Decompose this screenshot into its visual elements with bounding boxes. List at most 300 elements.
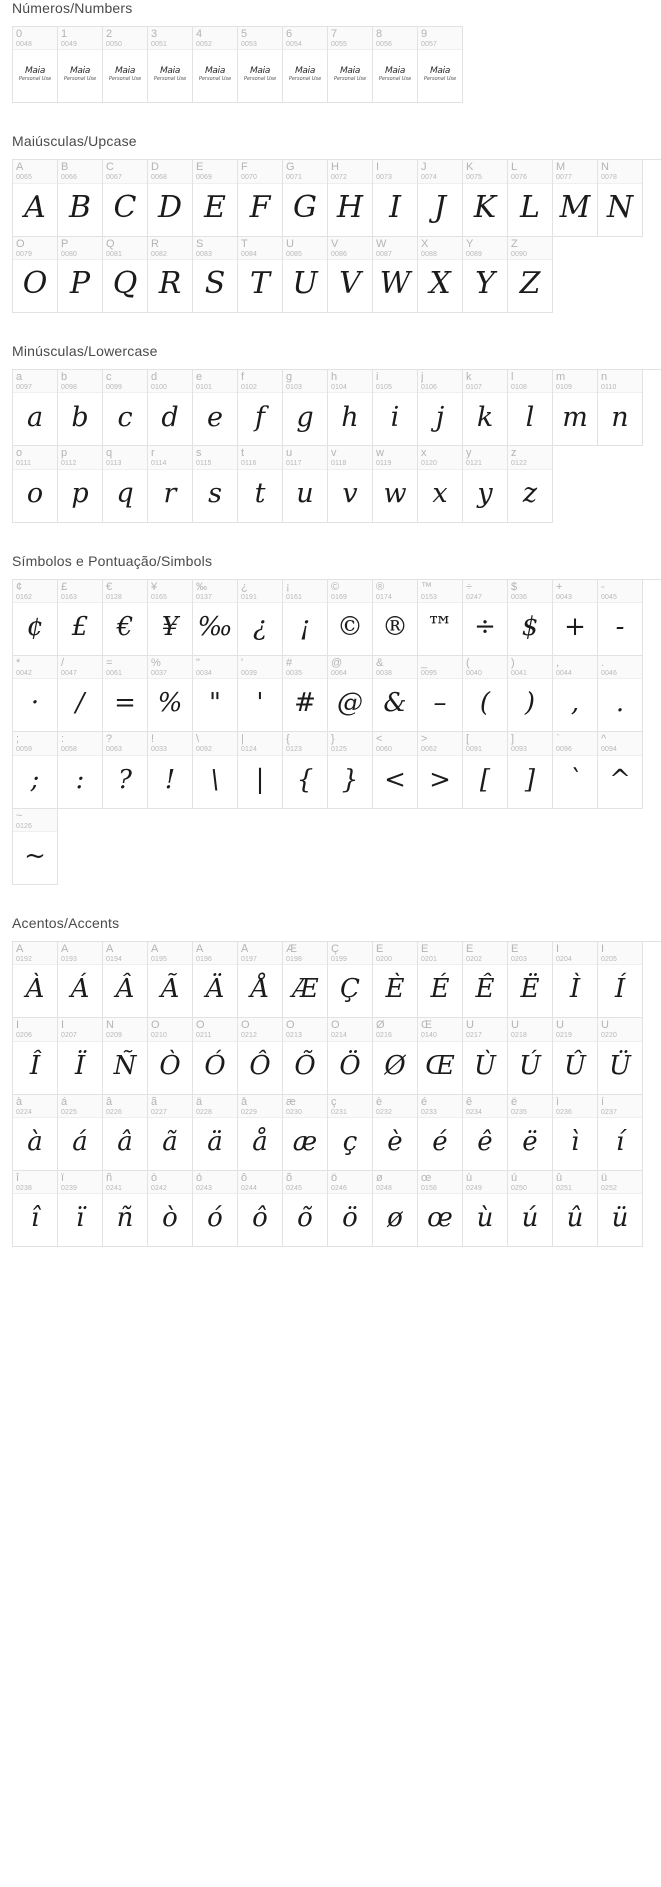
glyph-code-label: 0112 <box>61 460 77 468</box>
glyph-meta <box>13 237 57 260</box>
glyph-meta <box>238 732 282 755</box>
glyph-cell[interactable] <box>463 942 508 1018</box>
glyph-logo-line1: Maia <box>204 65 226 76</box>
glyph-meta <box>103 446 147 469</box>
glyph-cell[interactable] <box>508 656 553 732</box>
glyph-code-label: 0108 <box>511 384 527 392</box>
glyph-meta <box>463 942 507 965</box>
glyph-cell[interactable] <box>598 1018 643 1094</box>
glyph-preview: ì <box>570 1127 580 1158</box>
glyph-preview: m <box>562 401 588 433</box>
glyph-cell[interactable] <box>553 580 598 656</box>
glyph-character-label: à <box>16 1096 23 1108</box>
glyph-meta <box>238 160 282 183</box>
glyph-code-label: 0140 <box>421 1032 437 1040</box>
glyph-code-label: 0068 <box>151 174 167 182</box>
glyph-meta <box>463 370 507 393</box>
glyph-character-label: f <box>241 372 245 384</box>
glyph-cell[interactable] <box>508 446 553 522</box>
glyph-cell[interactable] <box>148 1018 193 1094</box>
glyph-cell[interactable] <box>238 160 283 236</box>
glyph-preview: d <box>161 401 179 433</box>
glyph-cell[interactable] <box>463 1095 508 1171</box>
glyph-preview: ` <box>568 764 582 795</box>
glyph-cell[interactable] <box>193 580 238 656</box>
glyph-cell[interactable] <box>58 446 103 522</box>
glyph-cell[interactable] <box>283 1171 328 1247</box>
glyph-code-label: 0199 <box>331 956 347 964</box>
glyph-cell[interactable] <box>418 1171 463 1247</box>
glyph-cell[interactable] <box>283 1095 328 1171</box>
glyph-preview <box>328 50 372 102</box>
glyph-meta <box>463 446 507 469</box>
glyph-cell[interactable] <box>283 27 328 103</box>
glyph-preview: Ú <box>519 1050 541 1081</box>
glyph-code-label: 0235 <box>511 1108 527 1116</box>
glyph-logo-line1: Maia <box>339 65 361 76</box>
glyph-cell[interactable] <box>103 732 148 808</box>
glyph-code-label: 0197 <box>241 956 257 964</box>
glyph-meta <box>553 732 597 755</box>
glyph-preview: " <box>209 688 221 719</box>
glyph-preview: T <box>249 266 270 302</box>
glyph-preview: G <box>293 189 317 225</box>
glyph-cell[interactable] <box>13 942 58 1018</box>
glyph-cell[interactable] <box>373 1095 418 1171</box>
glyph-code-label: 0049 <box>61 41 77 48</box>
glyph-code-label: 0229 <box>241 1108 257 1116</box>
glyph-code-label: 0102 <box>241 384 257 392</box>
glyph-cell[interactable] <box>13 160 58 236</box>
glyph-cell[interactable] <box>418 160 463 236</box>
glyph-preview: K <box>473 189 497 225</box>
glyph-preview: b <box>71 401 89 433</box>
glyph-character-label: 7 <box>331 29 338 40</box>
glyph-cell[interactable] <box>238 942 283 1018</box>
glyph-cell[interactable] <box>328 446 373 522</box>
glyph-cell[interactable] <box>283 942 328 1018</box>
glyph-cell[interactable] <box>328 656 373 732</box>
glyph-cell[interactable] <box>418 942 463 1018</box>
glyph-code-label: 0115 <box>196 460 212 468</box>
glyph-cell[interactable] <box>553 656 598 732</box>
glyph-character-label: - <box>601 581 605 593</box>
glyph-cell[interactable] <box>553 1095 598 1171</box>
glyph-grid <box>12 579 661 885</box>
glyph-cell[interactable] <box>463 446 508 522</box>
glyph-cell[interactable] <box>463 580 508 656</box>
glyph-cell[interactable] <box>373 580 418 656</box>
glyph-preview: à <box>27 1127 43 1158</box>
glyph-code-label: 0217 <box>466 1032 482 1040</box>
glyph-character-label: Ï <box>61 1020 65 1032</box>
glyph-cell[interactable] <box>148 446 193 522</box>
glyph-meta <box>13 1095 57 1118</box>
glyph-preview: l <box>525 401 535 433</box>
glyph-cell[interactable] <box>373 656 418 732</box>
glyph-cell[interactable] <box>283 160 328 236</box>
glyph-code-label: 0093 <box>511 746 527 754</box>
glyph-code-label: 0250 <box>511 1185 527 1193</box>
glyph-cell[interactable] <box>13 1095 58 1171</box>
glyph-code-label: 0104 <box>331 384 347 392</box>
glyph-cell[interactable] <box>463 1018 508 1094</box>
glyph-cell[interactable] <box>373 160 418 236</box>
glyph-cell[interactable] <box>238 1095 283 1171</box>
glyph-preview: Ó <box>204 1050 226 1081</box>
glyph-cell[interactable] <box>13 370 58 446</box>
glyph-cell[interactable] <box>13 732 58 808</box>
glyph-code-label: 0123 <box>286 746 302 754</box>
glyph-cell[interactable] <box>238 732 283 808</box>
glyph-preview: U <box>292 266 318 302</box>
glyph-cell[interactable] <box>58 1171 103 1247</box>
glyph-cell[interactable] <box>373 237 418 313</box>
glyph-preview: Y <box>475 266 495 302</box>
glyph-cell[interactable] <box>328 160 373 236</box>
glyph-code-label: 0090 <box>511 250 527 258</box>
glyph-preview: E <box>204 189 226 225</box>
glyph-character-label: M <box>556 162 566 174</box>
glyph-cell[interactable] <box>508 942 553 1018</box>
glyph-cell[interactable] <box>58 370 103 446</box>
glyph-code-label: 0248 <box>376 1185 392 1193</box>
glyph-meta <box>58 1095 102 1118</box>
glyph-meta <box>193 942 237 965</box>
glyph-cell[interactable] <box>598 732 643 808</box>
glyph-code-label: 0042 <box>16 670 32 678</box>
glyph-cell[interactable] <box>58 1095 103 1171</box>
glyph-code-label: 0064 <box>331 670 347 678</box>
glyph-cell[interactable] <box>328 580 373 656</box>
glyph-cell[interactable] <box>553 1171 598 1247</box>
glyph-cell[interactable] <box>418 580 463 656</box>
glyph-preview: e <box>207 401 223 433</box>
glyph-cell[interactable] <box>283 732 328 808</box>
glyph-cell[interactable] <box>58 160 103 236</box>
glyph-cell[interactable] <box>103 942 148 1018</box>
glyph-preview: Û <box>564 1050 586 1081</box>
glyph-preview: ‰ <box>197 612 233 643</box>
glyph-cell[interactable] <box>373 1171 418 1247</box>
glyph-cell[interactable] <box>148 732 193 808</box>
glyph-cell[interactable] <box>598 1095 643 1171</box>
glyph-cell[interactable] <box>553 942 598 1018</box>
glyph-cell[interactable] <box>148 27 193 103</box>
glyph-cell[interactable] <box>103 160 148 236</box>
glyph-preview: w <box>383 478 407 510</box>
glyph-code-label: 0047 <box>61 670 77 678</box>
glyph-cell[interactable] <box>13 237 58 313</box>
glyph-meta <box>148 732 192 755</box>
glyph-cell[interactable] <box>193 160 238 236</box>
glyph-preview: / <box>75 688 85 719</box>
glyph-cell[interactable] <box>418 446 463 522</box>
glyph-character-label: Û <box>556 1020 564 1032</box>
glyph-code-label: 0226 <box>106 1108 122 1116</box>
glyph-preview: ® <box>382 612 408 643</box>
glyph-cell[interactable] <box>283 237 328 313</box>
glyph-cell[interactable] <box>103 1095 148 1171</box>
glyph-cell[interactable] <box>283 370 328 446</box>
glyph-cell[interactable] <box>58 656 103 732</box>
glyph-cell[interactable] <box>508 732 553 808</box>
glyph-character-label: Í <box>601 944 605 956</box>
glyph-cell[interactable] <box>508 1018 553 1094</box>
glyph-preview <box>373 50 417 102</box>
glyph-meta <box>373 27 417 50</box>
glyph-cell[interactable] <box>58 942 103 1018</box>
glyph-cell[interactable] <box>598 942 643 1018</box>
glyph-cell[interactable] <box>58 1018 103 1094</box>
glyph-cell[interactable] <box>238 580 283 656</box>
glyph-cell[interactable] <box>103 237 148 313</box>
glyph-code-label: 0095 <box>421 670 437 678</box>
glyph-cell[interactable] <box>598 160 643 236</box>
glyph-meta <box>508 1171 552 1194</box>
glyph-cell[interactable] <box>103 446 148 522</box>
glyph-cell[interactable] <box>283 580 328 656</box>
glyph-cell[interactable] <box>58 580 103 656</box>
glyph-cell[interactable] <box>148 160 193 236</box>
glyph-code-label: 0087 <box>376 250 392 258</box>
glyph-preview: , <box>570 688 580 719</box>
glyph-cell[interactable] <box>238 370 283 446</box>
glyph-character-label: Ö <box>331 1020 340 1032</box>
glyph-character-label: œ <box>421 1173 432 1185</box>
glyph-cell[interactable] <box>328 1095 373 1171</box>
glyph-preview: ú <box>521 1203 539 1234</box>
glyph-character-label: ç <box>331 1096 337 1108</box>
glyph-cell[interactable] <box>238 1171 283 1247</box>
glyph-meta <box>553 160 597 183</box>
glyph-code-label: 0077 <box>556 174 572 182</box>
glyph-cell[interactable] <box>238 446 283 522</box>
glyph-cell[interactable] <box>238 656 283 732</box>
glyph-cell[interactable] <box>13 27 58 103</box>
glyph-preview: - <box>615 612 625 643</box>
glyph-cell[interactable] <box>193 656 238 732</box>
glyph-cell[interactable] <box>508 1171 553 1247</box>
glyph-code-label: 0198 <box>286 956 302 964</box>
glyph-cell[interactable] <box>328 1171 373 1247</box>
glyph-cell[interactable] <box>598 656 643 732</box>
glyph-code-label: 0035 <box>286 670 302 678</box>
glyph-meta <box>238 27 282 50</box>
glyph-cell[interactable] <box>328 1018 373 1094</box>
glyph-cell[interactable] <box>598 1171 643 1247</box>
glyph-meta <box>13 446 57 469</box>
glyph-character-label: 0 <box>16 29 23 40</box>
glyph-preview: y <box>477 478 493 510</box>
glyph-cell[interactable] <box>553 160 598 236</box>
glyph-meta <box>103 370 147 393</box>
glyph-meta <box>463 237 507 260</box>
glyph-cell[interactable] <box>463 656 508 732</box>
glyph-cell[interactable] <box>508 160 553 236</box>
glyph-character-label: s <box>196 448 202 460</box>
glyph-code-label: 0212 <box>241 1032 257 1040</box>
glyph-logo-line2: Personal Use <box>288 75 322 82</box>
glyph-cell[interactable] <box>328 942 373 1018</box>
glyph-cell[interactable] <box>103 1171 148 1247</box>
glyph-cell[interactable] <box>463 160 508 236</box>
glyph-cell[interactable] <box>418 1018 463 1094</box>
glyph-character-label: Ó <box>196 1020 205 1032</box>
glyph-code-label: 0098 <box>61 384 77 392</box>
glyph-cell[interactable] <box>103 580 148 656</box>
glyph-meta <box>193 1095 237 1118</box>
glyph-cell[interactable] <box>328 732 373 808</box>
glyph-preview: Ã <box>160 974 180 1005</box>
glyph-cell[interactable] <box>13 1018 58 1094</box>
glyph-cell[interactable] <box>373 942 418 1018</box>
glyph-cell[interactable] <box>553 732 598 808</box>
glyph-character-label: q <box>106 448 113 460</box>
glyph-cell[interactable] <box>13 580 58 656</box>
glyph-cell[interactable] <box>283 1018 328 1094</box>
glyph-cell[interactable] <box>463 1171 508 1247</box>
glyph-meta <box>13 1171 57 1194</box>
glyph-cell[interactable] <box>508 370 553 446</box>
glyph-cell[interactable] <box>13 809 58 885</box>
glyph-cell[interactable] <box>193 27 238 103</box>
glyph-code-label: 0039 <box>241 670 257 678</box>
glyph-cell[interactable] <box>328 27 373 103</box>
glyph-code-label: 0125 <box>331 746 347 754</box>
glyph-preview: u <box>296 478 314 510</box>
glyph-cell[interactable] <box>13 1171 58 1247</box>
glyph-cell[interactable] <box>283 446 328 522</box>
glyph-cell[interactable] <box>193 370 238 446</box>
glyph-cell[interactable] <box>13 656 58 732</box>
glyph-meta <box>238 942 282 965</box>
glyph-code-label: 0088 <box>421 250 437 258</box>
glyph-code-label: 0057 <box>421 41 437 48</box>
glyph-cell[interactable] <box>373 27 418 103</box>
glyph-cell[interactable] <box>373 370 418 446</box>
glyph-cell[interactable] <box>598 370 643 446</box>
glyph-meta <box>148 942 192 965</box>
glyph-meta <box>148 1018 192 1041</box>
glyph-preview: % <box>157 688 183 719</box>
glyph-cell[interactable] <box>418 656 463 732</box>
glyph-cell[interactable] <box>463 370 508 446</box>
glyph-cell[interactable] <box>193 732 238 808</box>
glyph-code-label: 0120 <box>421 460 437 468</box>
glyph-cell[interactable] <box>238 27 283 103</box>
glyph-cell[interactable] <box>553 1018 598 1094</box>
glyph-cell[interactable] <box>328 237 373 313</box>
glyph-meta <box>103 942 147 965</box>
glyph-cell[interactable] <box>103 1018 148 1094</box>
glyph-preview: È <box>385 974 405 1005</box>
glyph-cell[interactable] <box>373 446 418 522</box>
glyph-code-label: 0128 <box>106 593 122 601</box>
glyph-preview: æ <box>292 1127 318 1158</box>
glyph-code-label: 0083 <box>196 250 212 258</box>
glyph-cell[interactable] <box>103 370 148 446</box>
glyph-code-label: 0063 <box>106 746 122 754</box>
glyph-cell[interactable] <box>418 27 463 103</box>
glyph-cell[interactable] <box>373 732 418 808</box>
glyph-cell[interactable] <box>193 446 238 522</box>
glyph-logo-line1: Maia <box>249 65 271 76</box>
glyph-preview: Ø <box>384 1050 406 1081</box>
glyph-cell[interactable] <box>418 1095 463 1171</box>
glyph-cell[interactable] <box>13 446 58 522</box>
glyph-meta <box>283 1018 327 1041</box>
glyph-cell[interactable] <box>148 1171 193 1247</box>
glyph-preview <box>103 50 147 102</box>
glyph-character-label: ) <box>511 658 515 670</box>
glyph-cell[interactable] <box>463 237 508 313</box>
glyph-cell[interactable] <box>58 27 103 103</box>
glyph-cell[interactable] <box>373 1018 418 1094</box>
glyph-character-label: " <box>196 658 200 670</box>
glyph-character-label: í <box>601 1096 605 1108</box>
glyph-cell[interactable] <box>418 237 463 313</box>
glyph-cell[interactable] <box>418 370 463 446</box>
glyph-code-label: 0076 <box>511 174 527 182</box>
glyph-cell[interactable] <box>193 1171 238 1247</box>
glyph-cell[interactable] <box>283 656 328 732</box>
glyph-cell[interactable] <box>193 1095 238 1171</box>
glyph-cell[interactable] <box>148 237 193 313</box>
glyph-cell[interactable] <box>148 1095 193 1171</box>
glyph-cell[interactable] <box>238 1018 283 1094</box>
glyph-cell[interactable] <box>418 732 463 808</box>
glyph-cell[interactable] <box>148 656 193 732</box>
glyph-cell[interactable] <box>148 942 193 1018</box>
glyph-cell[interactable] <box>553 370 598 446</box>
glyph-cell[interactable] <box>508 580 553 656</box>
glyph-character-label: t <box>241 448 245 460</box>
glyph-cell[interactable] <box>238 237 283 313</box>
glyph-cell[interactable] <box>148 580 193 656</box>
glyph-character-label: O <box>16 238 25 250</box>
glyph-preview: ^ <box>609 764 631 795</box>
section-title: Minúsculas/Lowercase <box>12 343 158 360</box>
glyph-character-label: ® <box>376 581 385 593</box>
glyph-cell[interactable] <box>103 27 148 103</box>
glyph-cell[interactable] <box>508 1095 553 1171</box>
glyph-cell[interactable] <box>58 237 103 313</box>
glyph-cell[interactable] <box>193 1018 238 1094</box>
section-title: Maiúsculas/Upcase <box>12 133 137 150</box>
glyph-preview: N <box>606 189 634 225</box>
glyph-logo-line2: Personal Use <box>153 75 187 82</box>
glyph-cell[interactable] <box>508 237 553 313</box>
glyph-cell[interactable] <box>103 656 148 732</box>
glyph-cell[interactable] <box>193 237 238 313</box>
glyph-character-label: u <box>286 448 293 460</box>
glyph-preview: â <box>117 1127 133 1158</box>
glyph-cell[interactable] <box>148 370 193 446</box>
glyph-cell[interactable] <box>598 580 643 656</box>
glyph-preview: å <box>252 1127 268 1158</box>
glyph-code-label: 0200 <box>376 956 392 964</box>
glyph-cell[interactable] <box>193 942 238 1018</box>
glyph-cell[interactable] <box>58 732 103 808</box>
glyph-preview: ä <box>207 1127 223 1158</box>
glyph-character-label: ] <box>511 734 515 746</box>
glyph-character-label: Ê <box>466 944 474 956</box>
glyph-preview: } <box>341 764 359 795</box>
glyph-meta <box>328 370 372 393</box>
glyph-cell[interactable] <box>463 732 508 808</box>
glyph-cell[interactable] <box>328 370 373 446</box>
